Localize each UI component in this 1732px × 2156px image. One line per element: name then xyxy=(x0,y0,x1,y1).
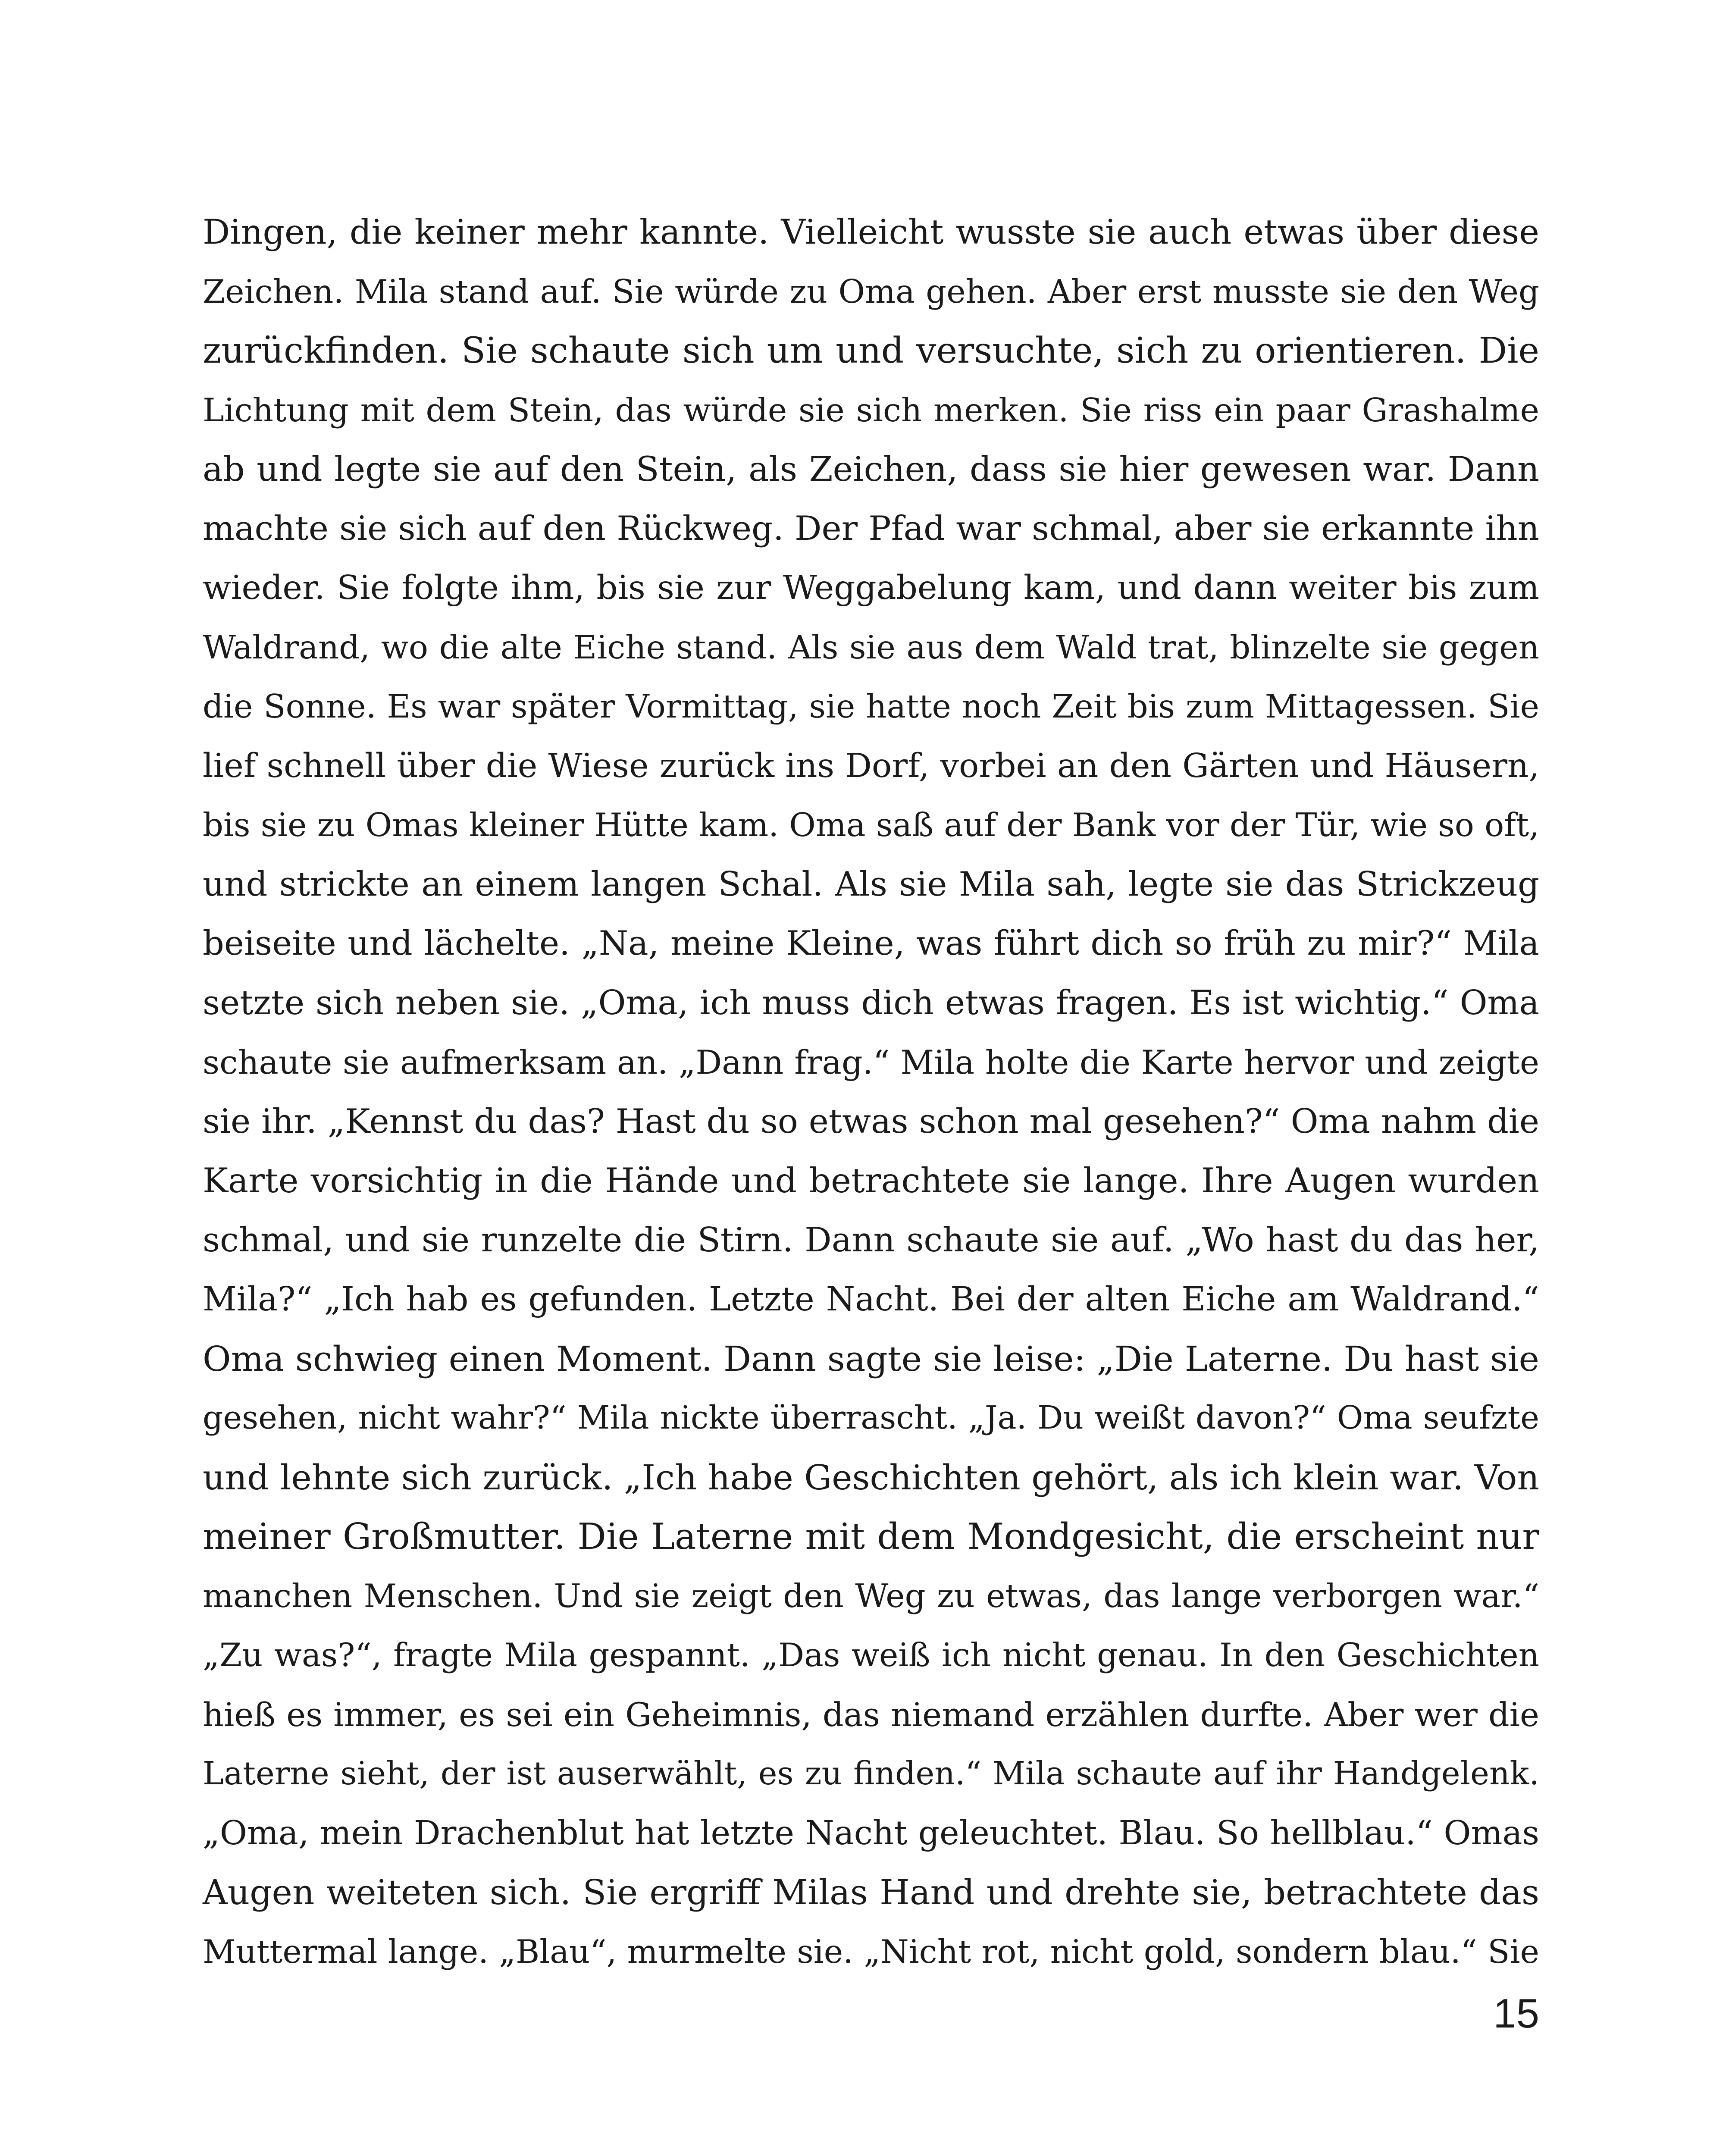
text-line: die Sonne. Es war später Vormittag, sie hatte noch Zeit bis zum Mittagessen. Sie xyxy=(203,687,1539,725)
text-line: schmal, und sie runzelte die Stirn. Dann schaute sie auf. „Wo hast du das her, xyxy=(203,1220,1539,1260)
text-line: Muttermal lange. „Blau“, murmelte sie. „Nicht rot, nicht gold, sondern blau.“ Sie xyxy=(203,1932,1539,1971)
page-number: 15 xyxy=(1493,1990,1539,2037)
text-line: zurückfinden. Sie schaute sich um und versuchte, sich zu orientieren. Die xyxy=(203,330,1539,371)
text-line: setzte sich neben sie. „Oma, ich muss dich etwas fragen. Es ist wichtig.“ Oma xyxy=(203,983,1539,1022)
text-line: manchen Menschen. Und sie zeigt den Weg zu etwas, das lange verborgen war.“ xyxy=(203,1576,1539,1615)
text-line: Karte vorsichtig in die Hände und betrachtete sie lange. Ihre Augen wurden xyxy=(203,1161,1539,1200)
text-line: gesehen, nicht wahr?“ Mila nickte überrascht. „Ja. Du weißt davon?“ Oma seufzte xyxy=(203,1399,1539,1436)
text-line: Augen weiteten sich. Sie ergriff Milas Hand und drehte sie, betrachtete das xyxy=(203,1872,1539,1912)
text-line: beiseite und lächelte. „Na, meine Kleine, was führt dich so früh zu mir?“ Mila xyxy=(203,924,1539,963)
text-line: „Zu was?“, fragte Mila gespannt. „Das weiß ich nicht genau. In den Geschichten xyxy=(203,1636,1539,1674)
text-line: „Oma, mein Drachenblut hat letzte Nacht geleuchtet. Blau. So hellblau.“ Omas xyxy=(203,1814,1539,1852)
text-line: Mila?“ „Ich hab es gefunden. Letzte Nacht. Bei der alten Eiche am Waldrand.“ xyxy=(203,1280,1539,1319)
text-line: Waldrand, wo die alte Eiche stand. Als sie aus dem Wald trat, blinzelte sie gegen xyxy=(203,628,1539,666)
text-line: machte sie sich auf den Rückweg. Der Pfad war schmal, aber sie erkannte ihn xyxy=(203,509,1539,548)
text-line: ab und legte sie auf den Stein, als Zeichen, dass sie hier gewesen war. Dann xyxy=(203,449,1539,489)
text-line: und lehnte sich zurück. „Ich habe Geschichten gehört, als ich klein war. Von xyxy=(203,1457,1539,1498)
text-line: hieß es immer, es sei ein Geheimnis, das niemand erzählen durfte. Aber wer die xyxy=(203,1695,1539,1734)
text-line: wieder. Sie folgte ihm, bis sie zur Weggabelung kam, und dann weiter bis zum xyxy=(203,569,1539,607)
text-line: bis sie zu Omas kleiner Hütte kam. Oma saß auf der Bank vor der Tür, wie so oft, xyxy=(203,806,1539,844)
text-line: Oma schwieg einen Moment. Dann sagte sie leise: „Die Laterne. Du hast sie xyxy=(203,1338,1539,1379)
text-line: sie ihr. „Kennst du das? Hast du so etwas schon mal gesehen?“ Oma nahm die xyxy=(203,1102,1539,1141)
text-line: Dingen, die keiner mehr kannte. Vielleicht wusste sie auch etwas über diese xyxy=(203,212,1539,252)
text-line: und strickte an einem langen Schal. Als sie Mila sah, legte sie das Strickzeug xyxy=(203,865,1539,904)
text-line: Lichtung mit dem Stein, das würde sie sich merken. Sie riss ein paar Grashalme xyxy=(203,391,1539,429)
text-line: lief schnell über die Wiese zurück ins Dorf, vorbei an den Gärten und Häusern, xyxy=(203,746,1539,785)
text-line: meiner Großmutter. Die Laterne mit dem Mondgesicht, die erscheint nur xyxy=(203,1516,1539,1557)
text-line: schaute sie aufmerksam an. „Dann frag.“ Mila holte die Karte hervor und zeigte xyxy=(203,1043,1539,1081)
text-line: Laterne sieht, der ist auserwählt, es zu finden.“ Mila schaute auf ihr Handgelenk. xyxy=(203,1755,1539,1792)
body-text xyxy=(203,203,1539,1981)
text-line: Zeichen. Mila stand auf. Sie würde zu Oma gehen. Aber erst musste sie den Weg xyxy=(203,272,1539,310)
